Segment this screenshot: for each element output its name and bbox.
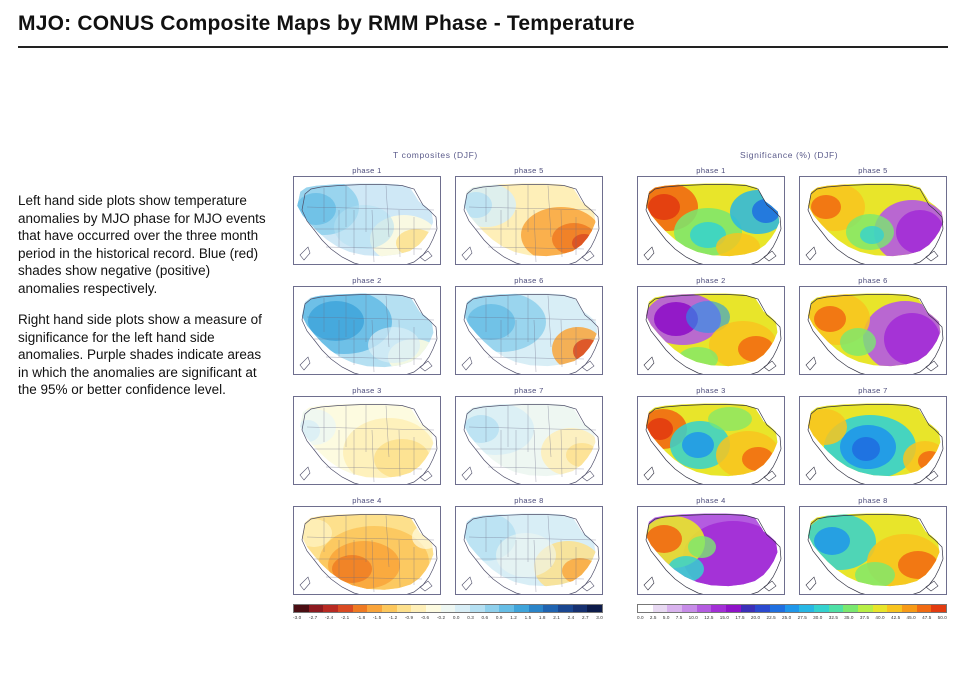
colorbar-swatch-6	[726, 605, 741, 612]
temperature-colorbar	[293, 604, 603, 620]
map-box	[799, 286, 947, 375]
map-cell-t-phase5	[455, 166, 603, 265]
temperature-map	[294, 287, 440, 374]
temperature-map	[456, 177, 602, 264]
colorbar-swatch-12	[814, 605, 829, 612]
map-label: phase 4	[352, 496, 382, 505]
map-box	[293, 506, 441, 595]
map-label: phase 2	[696, 276, 726, 285]
significance-map	[800, 177, 946, 264]
colorbar-tick-20: 3.0	[596, 615, 603, 620]
temperature-colorbar-strip	[293, 604, 603, 613]
significance-colorbar-strip	[637, 604, 947, 613]
map-label: phase 4	[696, 496, 726, 505]
map-box	[293, 286, 441, 375]
colorbar-swatch-15	[858, 605, 873, 612]
colorbar-tick-19: 2.7	[581, 615, 589, 620]
colorbar-tick-11: 27.5	[797, 615, 807, 620]
colorbar-swatch-7	[741, 605, 756, 612]
map-box	[799, 396, 947, 485]
map-label: phase 8	[514, 496, 544, 505]
colorbar-tick-2: -2.4	[324, 615, 334, 620]
map-grid	[285, 166, 955, 606]
colorbar-swatch-20	[587, 605, 602, 612]
colorbar-swatch-11	[455, 605, 470, 612]
colorbar-tick-15: 1.5	[524, 615, 532, 620]
colorbar-tick-15: 37.5	[859, 615, 870, 620]
colorbar-tick-2: 5.0	[662, 615, 670, 620]
colorbar-swatch-13	[829, 605, 844, 612]
colorbar-tick-12: 0.6	[481, 615, 489, 620]
colorbar-swatch-8	[755, 605, 770, 612]
map-label: phase 3	[352, 386, 382, 395]
map-box	[455, 506, 603, 595]
map-label: phase 7	[858, 386, 888, 395]
temperature-map	[294, 507, 440, 594]
colorbar-tick-0: 0.0	[637, 615, 644, 620]
map-box	[293, 396, 441, 485]
map-label: phase 1	[696, 166, 726, 175]
colorbar-tick-8: -0.6	[420, 615, 430, 620]
map-label: phase 6	[514, 276, 544, 285]
colorbar-swatch-6	[382, 605, 397, 612]
map-box	[293, 176, 441, 265]
colorbar-swatch-2	[323, 605, 338, 612]
colorbar-swatch-9	[426, 605, 441, 612]
page-title: MJO: CONUS Composite Maps by RMM Phase - Temperature	[18, 12, 635, 35]
colorbar-tick-7: 17.5	[735, 615, 745, 620]
colorbar-swatch-0	[294, 605, 309, 612]
colorbar-tick-6: -1.2	[388, 615, 398, 620]
temperature-colorbar-ticks	[293, 615, 603, 620]
map-cell-t-phase7	[455, 386, 603, 485]
colorbar-swatch-1	[309, 605, 324, 612]
map-cell-t-phase1	[293, 166, 441, 265]
description-paragraph-1: Left hand side plots show temperature anomalies by MJO phase for MJO events that have occurred over the three month period in the historical record. Blue (red) shades show negative (positive) anomalies respectively.	[18, 193, 266, 296]
map-cell-sig-phase2	[637, 276, 785, 375]
colorbar-tick-10: 0.0	[452, 615, 460, 620]
significance-map	[638, 177, 784, 264]
map-label: phase 6	[858, 276, 888, 285]
map-label: phase 5	[514, 166, 544, 175]
colorbar-swatch-5	[711, 605, 726, 612]
colorbar-tick-7: -0.9	[404, 615, 414, 620]
significance-map	[638, 287, 784, 374]
colorbar-swatch-11	[799, 605, 814, 612]
colorbar-tick-0: -3.0	[293, 615, 302, 620]
colorbar-tick-3: 7.5	[675, 615, 683, 620]
map-label: phase 7	[514, 386, 544, 395]
colorbar-tick-19: 47.5	[922, 615, 932, 620]
map-cell-sig-phase5	[799, 166, 947, 265]
colorbar-swatch-14	[843, 605, 858, 612]
colorbar-swatch-16	[873, 605, 888, 612]
colorbar-tick-13: 32.5	[828, 615, 839, 620]
colorbar-tick-1: 2.5	[649, 615, 657, 620]
colorbar-tick-20: 50.0	[937, 615, 947, 620]
colorbar-swatch-18	[902, 605, 917, 612]
colorbar-swatch-8	[411, 605, 426, 612]
colorbar-swatch-9	[770, 605, 785, 612]
map-box	[799, 506, 947, 595]
temperature-map	[456, 397, 602, 484]
colorbar-tick-18: 2.4	[567, 615, 575, 620]
map-box	[637, 506, 785, 595]
colorbar-tick-9: -0.2	[436, 615, 446, 620]
significance-map	[800, 507, 946, 594]
colorbar-tick-5: -1.5	[372, 615, 382, 620]
map-box	[637, 396, 785, 485]
significance-colorbar	[637, 604, 947, 620]
map-cell-t-phase4	[293, 496, 441, 595]
colorbar-swatch-1	[653, 605, 668, 612]
colorbar-swatch-17	[887, 605, 902, 612]
colorbar-swatch-10	[785, 605, 800, 612]
map-cell-sig-phase3	[637, 386, 785, 485]
significance-map	[638, 397, 784, 484]
colorbar-swatch-2	[667, 605, 682, 612]
colorbar-swatch-10	[441, 605, 456, 612]
colorbar-swatch-3	[682, 605, 697, 612]
title-divider	[18, 46, 948, 48]
colorbar-tick-3: -2.1	[340, 615, 350, 620]
map-cell-t-phase6	[455, 276, 603, 375]
colorbar-tick-1: -2.7	[308, 615, 318, 620]
map-cell-sig-phase1	[637, 166, 785, 265]
colorbar-tick-8: 20.0	[750, 615, 761, 620]
map-label: phase 5	[858, 166, 888, 175]
colorbar-swatch-15	[514, 605, 529, 612]
colorbar-tick-9: 22.5	[766, 615, 776, 620]
colorbar-tick-4: -1.8	[356, 615, 366, 620]
map-box	[455, 396, 603, 485]
map-cell-sig-phase7	[799, 386, 947, 485]
description-paragraph-2: Right hand side plots show a measure of significance for the left hand side anomalies. Purple shades indicate areas in which the anomalies are significant at the 95% or better confidence level.	[18, 312, 262, 397]
colorbar-swatch-0	[638, 605, 653, 612]
temperature-map	[456, 507, 602, 594]
significance-map	[800, 287, 946, 374]
map-cell-t-phase8	[455, 496, 603, 595]
significance-map	[638, 507, 784, 594]
colorbar-tick-17: 2.1	[553, 615, 560, 620]
map-box	[637, 286, 785, 375]
map-label: phase 3	[696, 386, 726, 395]
temperature-map	[456, 287, 602, 374]
colorbar-tick-14: 35.0	[844, 615, 854, 620]
right-panel-title: Significance (%) (DJF)	[740, 150, 839, 160]
colorbar-swatch-14	[499, 605, 514, 612]
colorbar-tick-16: 40.0	[875, 615, 885, 620]
left-panel-title: T composites (DJF)	[393, 150, 478, 160]
colorbar-tick-6: 15.0	[719, 615, 730, 620]
colorbar-swatch-19	[917, 605, 932, 612]
colorbar-swatch-12	[470, 605, 485, 612]
map-label: phase 1	[352, 166, 382, 175]
colorbar-tick-11: 0.3	[467, 615, 474, 620]
temperature-map	[294, 397, 440, 484]
colorbar-swatch-16	[529, 605, 544, 612]
map-cell-t-phase3	[293, 386, 441, 485]
colorbar-tick-10: 25.0	[782, 615, 792, 620]
temperature-map	[294, 177, 440, 264]
colorbar-tick-12: 30.0	[813, 615, 823, 620]
colorbar-swatch-13	[485, 605, 500, 612]
colorbar-tick-17: 42.5	[890, 615, 901, 620]
colorbar-swatch-20	[931, 605, 946, 612]
colorbar-swatch-3	[338, 605, 353, 612]
significance-map	[800, 397, 946, 484]
figure	[285, 142, 955, 642]
colorbar-tick-14: 1.2	[510, 615, 517, 620]
map-cell-t-phase2	[293, 276, 441, 375]
map-cell-sig-phase4	[637, 496, 785, 595]
map-cell-sig-phase8	[799, 496, 947, 595]
map-label: phase 2	[352, 276, 382, 285]
colorbar-swatch-4	[697, 605, 712, 612]
map-box	[799, 176, 947, 265]
colorbar-swatch-17	[543, 605, 558, 612]
colorbar-tick-5: 12.5	[704, 615, 714, 620]
colorbar-swatch-18	[558, 605, 573, 612]
description-text	[18, 192, 268, 413]
map-label: phase 8	[858, 496, 888, 505]
colorbar-tick-4: 10.0	[688, 615, 698, 620]
colorbar-tick-18: 45.0	[906, 615, 916, 620]
map-box	[455, 286, 603, 375]
colorbar-swatch-5	[367, 605, 382, 612]
map-cell-sig-phase6	[799, 276, 947, 375]
map-box	[455, 176, 603, 265]
map-box	[637, 176, 785, 265]
colorbar-swatch-19	[573, 605, 588, 612]
colorbar-swatch-7	[397, 605, 412, 612]
colorbar-tick-13: 0.9	[495, 615, 503, 620]
significance-colorbar-ticks	[637, 615, 947, 620]
colorbar-swatch-4	[353, 605, 368, 612]
colorbar-tick-16: 1.8	[538, 615, 546, 620]
